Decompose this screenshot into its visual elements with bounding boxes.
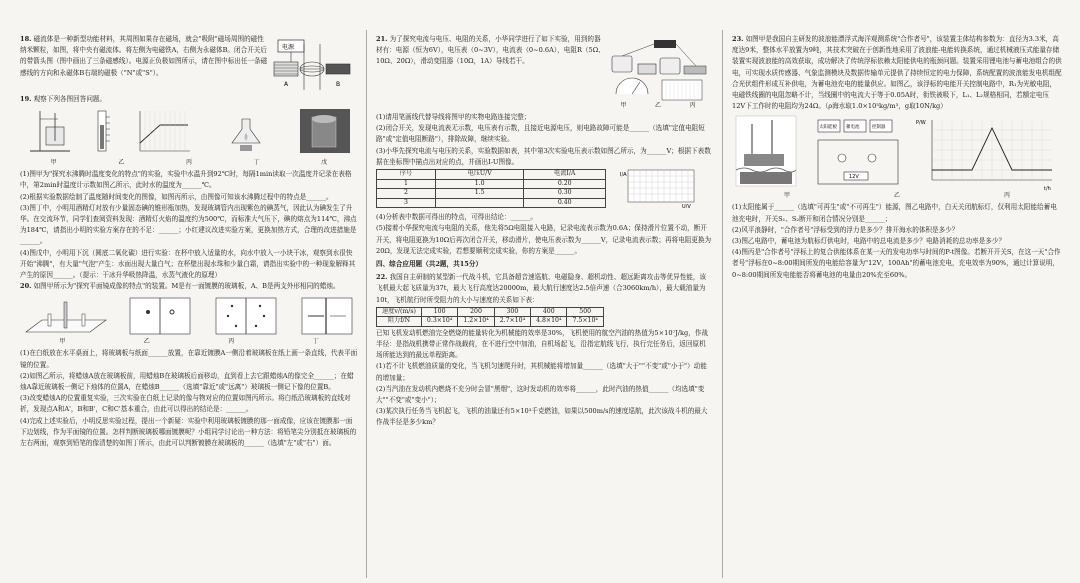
table-cell: 400 [531,307,567,317]
point-record-figure [216,298,276,334]
table-cell: 2 [377,189,436,199]
axis-label-i: I/A [620,172,627,179]
label-b: B [336,81,341,88]
caption: 丙 [689,102,696,109]
power-label: 电源 [282,44,295,51]
question-20 [20,281,358,449]
caption: 乙 [654,102,661,109]
table-row [377,307,604,317]
table-cell: 3 [377,198,436,208]
table-cell: 0.20 [524,179,606,189]
sub-question: (3)图丁中，小明用酒精灯对放有少量固态碘的锥形瓶加热，发现玻璃管内出现紫色的碘蒸气，因此认为碘发生了升华。在交流环节，同学们查阅资料发现：酒精灯火焰的温度约为500℃，而标准大气压下，碘的熔点为114℃，沸点为184℃，请指出小明的实验方案存在的不足：______；小红建议改进实验方案，更换加热方式，合理的改进措施是______。 [20,203,357,246]
question-18 [20,34,358,94]
table-cell: 500 [567,307,603,317]
question-number: 18. [20,35,32,43]
figure-captions [732,192,1062,200]
sub-question: (1)请用笔画线代替导线将图甲的实物电路连接完整； [376,113,531,121]
mirror-setup-figure [26,302,106,332]
speed-drag-table [376,307,604,327]
question-text: 我国自主研制的某型新一代战斗机，它具备超音速巡航、电磁隐身、超机动性、超远距离攻击等优异性能，该飞机最大起飞质量为37t，最大飞行高度达20000m，最大航行速度达2.5倍声速（合3060km/h），最大载油量为10t，飞机航行时所受阻力的大小与速度的关系如下表： [376,273,707,304]
table-cell: 7.5×10⁴ [567,317,603,327]
sub-question: (4)完成上述实验后，小明反思实验过程，提出一个新疑：实验中利用玻璃板镀膜的那一面成像，应该在镀膜那一面下边划线，作为平面镜的位置。怎样判断玻璃板哪面镀膜呢？小组同学讨论出一种方法：将铅笔尖分别抵在玻璃板的左右两面，观察到铅笔的像清楚的如图丁所示，由此可以判断镀膜在玻璃板的______（选填"左"或"右"）面。 [20,416,357,448]
question-text: 为了探究电流与电压、电阻的关系，小华同学进行了如下实验，用到的器材有：电源（恒为6V），电压表（0~3V），电流表（0~0.6A），电阻R（5Ω、10Ω、20Ω），滑动变阻器（10Ω，1A）导线若干。 [376,35,605,66]
caption: 乙 [143,338,150,346]
table-header: 序号 [377,170,436,180]
mirror-experiment-figures [20,294,358,346]
sub-question: (3)小华先探究电流与电压的关系，实验数据如表，其中第3次实验电压表示数如图乙所示，为______V；根据下表数据在坐标图中描点出对应的点，并画出I-U图像。 [376,146,711,166]
question-text: 如图甲是我国自主研发的波浪能漂浮式海洋观测系统"合作者号"，该装置主体结构参数为：直径为3.3米，高度达9米，整体水平放置为9吨，其技术突破在于创新性地采用了波浪能-电能转换系统，通过机械液压式能量存储装置实现波浪能的高效获取，成功解决了传统浮标依赖太阳能供电的瓶颈问题。装置采用锂电池与蓄电池组合的供电，可实现水质传感器、气象监测模块及数据传输单元提供了持续恒定的电力保障，系统配置的波浪能发电机组配合光伏组件形成互补供电，为蓄电池充电的能量供应。如图乙，该浮标的电能开关控制电路中，R₁为光敏电阻，电磁铁线圈的电阻忽略不计，当线圈中的电流大于等于0.05A时，衔铁被吸下，L₁、L₂规格相同，若额定电压12V下工作时的电阻均为24Ω。（ρ海水取1.0×10³kg/m³，g取10N/kg） [732,35,1062,111]
figure-captions [20,338,358,346]
table-header: 速度v/(m/s) [377,307,422,317]
beaker-apparatus-figure [30,111,70,151]
question-text: 磁流体是一种新型功能材料，其周围如果存在磁场，就会"吸附"磁场周围的磁性纳米颗粒，如图，将中央有磁流体。将左侧为电磁铁A，右侧为永磁体B。闭合开关后的带箭头图（图中画出了三条磁感线）。电源正负极如图所示，请在图中标出任一条磁感线的方向和永磁体B右端的磁极（"N"或"S"）。 [20,35,268,77]
table-row [377,189,606,199]
figure-captions [20,159,358,167]
table-cell: 0.30 [524,189,606,199]
question-19 [20,94,358,281]
circuit-figures [606,36,710,110]
label-battery: 蓄电池 [846,125,860,131]
table-row [377,179,606,189]
caption: 甲 [50,159,57,167]
table-cell: 300 [494,307,530,317]
sub-question: (1)在白纸放在水平桌面上，将玻璃板与纸面______放置，在靠近镀膜A一侧沿着玻璃板在纸上画一条直线，代表平面镜的位置。 [20,349,358,369]
table-cell: 2.7×10⁴ [494,317,530,327]
iu-grid-figure [620,168,700,212]
voltage-current-table [376,169,606,208]
question-number: 21. [376,35,388,43]
column-3 [732,34,1062,579]
sub-question: (2)如图乙所示，将蜡烛A放在玻璃板前，用蜡烛B在玻璃板后面移动，直到看上去它跟蜡烛A的像完全______；在蜡烛A靠近玻璃板一侧记下烛体的位置A，在蜡烛B______（选填"靠近"或"远离"）玻璃板一侧记下像的位置B。 [20,371,354,392]
table-header: 电流I/A [524,170,606,180]
buoy-figure [736,116,796,186]
power-time-graph [916,120,1052,192]
section-title: 四、综合应用题（共2题，共15分） [376,260,483,269]
caption: 甲 [620,102,627,109]
sub-question: (3)图乙电路中，蓄电池为航标灯供电时，电路中的总电流是多少？电路消耗的总功率是多少？ [732,237,1006,246]
question-22 [376,272,712,428]
flask-burner-figure [232,119,260,151]
question-body: 已知飞机发动机燃油完全燃烧的能量转化为机械能的效率是30%，飞机使用的航空汽油的热值为5×10⁷J/kg，作战半径：是指战机携带正常作战载荷，在不进行空中加油，自机场起飞，沿指定航线飞行，执行完任务后，返回原机场所能达到的最远单程距离。 [376,328,709,360]
sub-question: (4)分析表中数据可得出的特点，可得出结论：______。 [376,213,537,222]
label-controller: 控制器 [872,125,886,131]
control-circuit-figure [818,120,898,184]
caption: 丙 [228,338,235,346]
table-cell: 4.8×10⁴ [531,317,567,327]
question-21 [376,34,712,257]
caption: 甲 [59,338,66,346]
sub-question: (4)图戊中，小明用下沉（圆底二氧化碳）进行实验：在杯中放入适量的水，向水中放入一小块干冰，观察到水很快开始"沸腾"，有大量"气泡"产生：水面出现大量白气；在杯壁出现水珠和少量白霜，请指出实验中的一种现象解释其产生的原因______。（提示：干冰升华吸热降温，水蒸气液化的原理） [20,248,356,280]
table-cell: 0.3×10⁴ [421,317,457,327]
sub-question: (1)图甲为"探究水沸腾时温度变化的特点"的实验，实验中水温升到92℃时，每隔1min读取一次温度并记录在表格中，第2min时温度计示数如图乙所示，此时水的温度为______℃。 [20,170,352,190]
caption: 戊 [321,159,328,167]
column-2 [376,34,712,579]
table-header: 电压U/V [435,170,524,180]
question-23 [732,34,1062,281]
label-solar-panel: 太阳能板 [819,125,837,131]
axis-label-u: U/V [682,204,691,209]
caption: 乙 [118,159,125,167]
sub-question: (3)改变蜡烛A的位置重复实验，三次实验在白纸上记录的像与物对应的位置如图丙所示。将白纸沿玻璃板的直线对折，发现点A和A'，B和B'，C和C'基本重合，由此可以得出的结论是：______。 [20,394,351,414]
axis-label-t: t/h [1044,186,1051,193]
question-number: 19. [20,95,32,103]
sub-question: (1)太阳能属于______（选填"可再生"或"不可再生"）能源，图乙电路中，白天关闭航标灯，仅利用太阳能给蓄电池充电时，开关S₁、S₂断开和闭合情况分别是______； [732,203,1057,223]
table-cell: 0.40 [524,198,606,208]
sub-question: (2)闭合开关，发现电流表无示数，电压表有示数，且接近电源电压，则电路故障可能是______（选填"定值电阻短路"或"定值电阻断路"），排除故障，继续实验。 [376,124,705,144]
question-number: 22. [376,273,388,282]
table-cell: 1.5 [435,189,524,199]
top-view-figure [130,298,190,334]
sub-question: (2)根据实验数据绘制了温度随时间变化的图像，如图丙所示，由图像可知该水沸腾过程中的特点是______。 [20,192,333,201]
figure-captions [606,102,710,110]
column-1 [20,34,358,579]
temperature-time-graph [140,111,190,151]
label-12v: 12V [849,174,859,181]
q19-figures [20,107,358,167]
caption: 丁 [312,338,319,346]
table-row [377,198,606,208]
pencil-figure [302,298,352,334]
column-divider [366,30,367,578]
sub-question: (2)风平浪静时，"合作者号"浮标受到的浮力是多少？排开海水的体积是多少？ [732,225,959,234]
sub-question: (2)当汽油在发动机内燃烧不充分时会冒"黑烟"，这时发动机的效率将______，此时汽油的热值______（均选填"变大""不变"或"变小"）； [376,384,705,405]
q23-figures [732,114,1062,200]
table-header: 阻力f/N [377,317,422,327]
table-cell: 100 [421,307,457,317]
sub-question: (4)图丙是"合作者号"浮标上的复合供能体系在某一天的发电功率与时间的P-t图像。若断开开关S，在这一天"合作者号"浮标在0~8:00期间所发的电能给容量为"12V，100Ah"的蓄电池充电，充电效率为90%，通过计算说明，0~8:00期间所发电能能否将蓄电池的电量由20%充至60%。 [732,248,1061,279]
question-text: 观察下列各图回答问题。 [33,95,107,103]
question-number: 23. [732,35,744,43]
table-cell: 1 [377,179,436,189]
caption: 丙 [185,159,192,167]
sub-question: (1)若不计飞机燃油质量的变化，当飞机匀速爬升时，其机械能将增加量______（选填"大于""不变"或"小于"）动能的增加量； [376,362,707,382]
column-divider [722,30,723,578]
dry-ice-cup-photo [300,109,350,153]
caption: 甲 [783,192,790,200]
table-row [377,317,604,327]
caption: 丁 [253,159,260,167]
question-number: 20. [20,282,32,291]
table-cell [435,198,524,208]
thermometer-figure [98,111,110,151]
axis-label-p: P/W [916,120,926,127]
caption: 乙 [893,192,900,200]
table-cell: 1.2×10⁴ [458,317,494,327]
table-cell: 200 [458,307,494,317]
caption: 丙 [1003,192,1010,200]
table-cell: 1.0 [435,179,524,189]
magnetic-fluid-figure [270,36,355,92]
question-text: 如图甲所示为"探究平面镜成像的特点"的装置。M是有一面镀膜的玻璃板，A、B是两支外形相同的蜡烛。 [33,282,340,291]
label-a: A [284,81,289,88]
sub-question: (5)接着小华探究电流与电阻的关系，他先将5Ω电阻接入电路，记录电流表示数为0.6A；保持滑片位置不动，断开开关，将电阻更换为10Ω后再次闭合开关，移动滑片，使电压表示数为______V，记录电流表示数；再将电阻更换为20Ω，发现无法完成实验，若想要顺利完成实验，你的方案是______。 [376,224,712,255]
sub-question: (3)某次执行任务当飞机起飞，飞机的油量还有5×10³千克燃油，如果以500m/s的速度巡航，此次该战斗机的最大作战半径是多少km？ [376,407,708,427]
